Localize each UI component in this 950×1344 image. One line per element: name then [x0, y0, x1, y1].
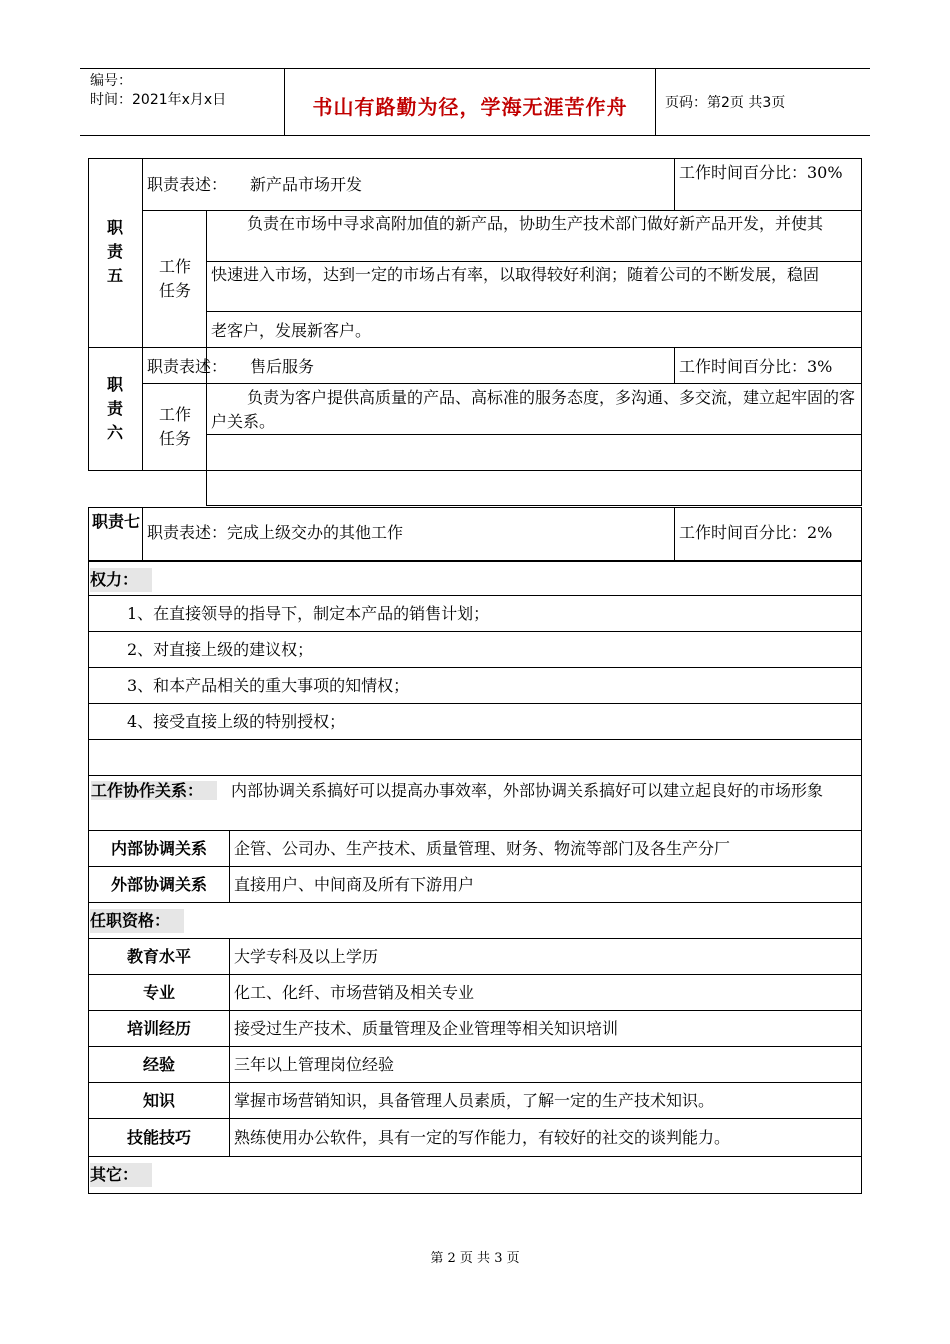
table-border	[88, 561, 862, 562]
table-border	[88, 631, 862, 632]
internal-relations-value: 企管、公司办、生产技术、质量管理、财务、物流等部门及各生产分厂	[234, 839, 731, 858]
table-border	[88, 1156, 862, 1157]
table-border	[88, 1118, 862, 1119]
education-value: 大学专科及以上学历	[234, 947, 379, 966]
table-border	[229, 830, 230, 902]
doc-code-label: 编号：	[90, 73, 132, 89]
table-border	[88, 830, 862, 831]
internal-relations-label: 内部协调关系	[110, 839, 207, 858]
power-item: 2、对直接上级的建议权；	[127, 640, 314, 659]
experience-value: 三年以上管理岗位经验	[234, 1055, 395, 1074]
power-item: 3、和本产品相关的重大事项的知情权；	[127, 676, 410, 695]
duty5-task-label: 工作任务	[158, 257, 191, 300]
table-border	[88, 347, 862, 348]
experience-label: 经验	[142, 1055, 175, 1074]
table-border	[88, 667, 862, 668]
table-border	[206, 434, 862, 435]
table-border	[229, 938, 230, 1156]
major-label: 专业	[142, 983, 175, 1002]
table-border	[142, 210, 862, 211]
table-border	[674, 347, 675, 383]
table-border	[206, 311, 862, 312]
relations-title: 工作协作关系：	[91, 781, 217, 800]
duty6-task-label: 工作任务	[158, 405, 191, 448]
power-item: 1、在直接领导的指导下，制定本产品的销售计划；	[127, 604, 490, 623]
table-border	[88, 1193, 862, 1194]
knowledge-label: 知识	[142, 1091, 175, 1110]
external-relations-value: 直接用户、中间商及所有下游用户	[234, 875, 475, 894]
skills-value: 熟练使用办公软件，具有一定的写作能力，有较好的社交的谈判能力。	[234, 1128, 731, 1147]
duty7-label: 职责七	[92, 512, 141, 531]
duty6-task-1: 负责为客户提供高质量的产品、高标准的服务态度，多沟通、多交流，建立起牢固的客户关系。	[211, 388, 856, 431]
table-border	[88, 902, 862, 903]
table-border	[206, 505, 862, 506]
duty5-task-1: 负责在市场中寻求高附加值的新产品，协助生产技术部门做好新产品开发，并使其	[247, 214, 824, 233]
qualifications-title: 任职资格：	[90, 909, 184, 933]
table-border	[88, 775, 862, 776]
duty7-desc: 职责表述：完成上级交办的其他工作	[147, 523, 404, 542]
external-relations-label: 外部协调关系	[110, 875, 207, 894]
header-top-rule	[80, 68, 870, 69]
duty5-task-3: 老客户，发展新客户。	[211, 321, 372, 340]
table-border	[88, 595, 862, 596]
table-border	[674, 158, 675, 210]
table-border	[142, 383, 862, 384]
powers-title: 权力：	[90, 568, 152, 592]
duty6-desc-label: 职责表述：	[147, 357, 228, 376]
relations-intro: 内部协调关系搞好可以提高办事效率，外部协调关系搞好可以建立起良好的市场形象	[231, 781, 824, 800]
header-divider	[655, 68, 656, 136]
power-item: 4、接受直接上级的特别授权；	[127, 712, 346, 731]
duty5-label: 职责五	[106, 218, 123, 285]
duty5-desc-label: 职责表述：	[147, 175, 228, 194]
page-indicator: 页码：第2页 共3页	[665, 95, 786, 111]
table-border	[88, 158, 862, 159]
table-border	[206, 261, 862, 262]
duty5-time-pct: 工作时间百分比：30%	[679, 163, 843, 182]
table-border	[88, 158, 89, 470]
header-motto: 书山有路勤为径，学海无涯苦作舟	[312, 95, 628, 119]
table-border	[88, 974, 862, 975]
table-border	[88, 470, 862, 471]
duty6-time-pct: 工作时间百分比：3%	[679, 357, 833, 376]
table-border	[674, 507, 675, 561]
major-value: 化工、化纤、市场营销及相关专业	[234, 983, 475, 1002]
table-border	[88, 938, 862, 939]
education-label: 教育水平	[126, 947, 191, 966]
duty7-time-pct: 工作时间百分比：2%	[679, 523, 833, 542]
table-border	[88, 739, 862, 740]
duty5-desc-value: 新产品市场开发	[250, 175, 363, 194]
duty6-label: 职责六	[106, 375, 123, 442]
table-border	[88, 1046, 862, 1047]
header-bottom-rule	[80, 135, 870, 136]
page-footer: 第 2 页 共 3 页	[430, 1251, 520, 1266]
duty5-task-2: 快速进入市场，达到一定的市场占有率，以取得较好利润；随着公司的不断发展，稳固	[211, 265, 820, 284]
skills-label: 技能技巧	[126, 1128, 191, 1147]
table-border	[142, 158, 143, 470]
doc-date: 时间：2021年x月x日	[90, 92, 227, 108]
table-border	[88, 703, 862, 704]
table-border	[861, 561, 862, 1194]
table-border	[88, 1010, 862, 1011]
training-label: 培训经历	[126, 1019, 191, 1038]
table-border	[142, 507, 143, 561]
duty6-desc-value: 售后服务	[250, 357, 315, 376]
table-border	[88, 866, 862, 867]
other-title: 其它：	[90, 1163, 152, 1187]
training-value: 接受过生产技术、质量管理及企业管理等相关知识培训	[234, 1019, 619, 1038]
knowledge-value: 掌握市场营销知识，具备管理人员素质，了解一定的生产技术知识。	[234, 1091, 715, 1110]
relations-intro-block	[91, 779, 857, 803]
table-border	[88, 1082, 862, 1083]
